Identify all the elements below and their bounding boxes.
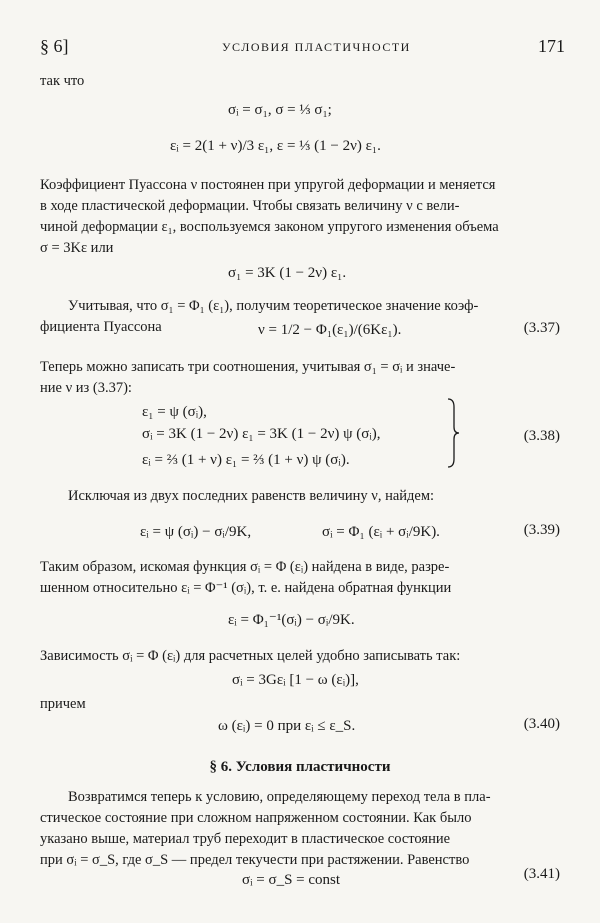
text-line: стическое состояние при сложном напряженном состоянии. Как было	[40, 810, 472, 826]
paragraph-theoretical	[40, 296, 560, 317]
text-line: чиной деформации ε₁, воспользуемся законом упругого изменения объема	[40, 219, 499, 235]
text-line: Зависимость σᵢ = Φ (εᵢ) для расчетных целей удобно записывать так:	[40, 648, 461, 664]
text-line: σ = 3Kε или	[40, 240, 114, 256]
equation-poisson-ratio: ν = 1/2 − Φ₁(ε₁)/(6Kε₁).	[258, 322, 402, 338]
text-line: Исключая из двух последних равенств величину ν, найдем:	[68, 488, 435, 504]
equation-number: (3.41)	[523, 866, 560, 882]
page-number: 171	[538, 36, 565, 56]
paragraph-poisson	[40, 175, 560, 259]
equation-epsilon-psi: εᵢ = ψ (σᵢ) − σᵢ/9K,	[140, 524, 252, 540]
page-header	[40, 36, 565, 60]
equation-sigma-i: σᵢ = σ₁, σ = ⅓ σ₁;	[228, 102, 332, 118]
text-line: при σᵢ = σ_S, где σ_S — предел текучести при растяжении. Равенство	[40, 852, 470, 868]
equation-system-line-1: ε₁ = ψ (σᵢ),	[142, 404, 207, 420]
equation-number: (3.37)	[523, 320, 560, 336]
text-line: фициента Пуассона	[40, 319, 162, 335]
paragraph-excluding	[40, 486, 560, 507]
equation-omega-zero: ω (εᵢ) = 0 при εᵢ ≤ ε_S.	[218, 718, 356, 734]
equation-system-line-3: εᵢ = ⅔ (1 + ν) ε₁ = ⅔ (1 + ν) ψ (σᵢ).	[142, 452, 350, 468]
text-line: Теперь можно записать три соотношения, учитывая σ₁ = σᵢ и значе-	[40, 359, 456, 375]
text-line: ние ν из (3.37):	[40, 380, 132, 396]
text-line: Коэффициент Пуассона ν постоянен при упругой деформации и меняется	[40, 177, 496, 193]
text-line: причем	[40, 696, 86, 712]
equation-yield: σᵢ = σ_S = const	[242, 872, 341, 888]
equation-inverse: εᵢ = Φ₁⁻¹(σᵢ) − σᵢ/9K.	[228, 612, 355, 628]
equation-number: (3.38)	[523, 428, 560, 444]
text-line: шенном относительно εᵢ = Φ⁻¹ (σᵢ), т. е. найдена обратная функции	[40, 580, 452, 596]
section-heading: § 6. Условия пластичности	[209, 759, 391, 775]
right-brace-icon	[446, 397, 460, 469]
equation-omega: σᵢ = 3Gεᵢ [1 − ω (εᵢ)],	[232, 672, 359, 688]
text-line: Возвратимся теперь к условию, определяющему переход тела в пла-	[68, 789, 491, 805]
equation-number: (3.40)	[523, 716, 560, 732]
equation-volume-law: σ₁ = 3K (1 − 2ν) ε₁.	[228, 265, 347, 281]
header-section: § 6]	[40, 36, 69, 56]
equation-number: (3.39)	[523, 522, 560, 538]
paragraph-function	[40, 557, 560, 599]
equation-sigma-phi: σᵢ = Φ₁ (εᵢ + σᵢ/9K).	[322, 524, 440, 540]
paragraph-relations	[40, 357, 560, 399]
paragraph-plasticity-cont	[40, 808, 560, 871]
equation-epsilon-i: εᵢ = 2(1 + ν)/3 ε₁, ε = ⅓ (1 − 2ν) ε₁.	[170, 138, 381, 154]
paragraph-plasticity	[40, 787, 560, 808]
header-title: УСЛОВИЯ ПЛАСТИЧНОСТИ	[222, 40, 411, 54]
text-line: Таким образом, искомая функция σᵢ = Φ (εᵢ) найдена в виде, разре-	[40, 559, 450, 575]
text-line: так что	[40, 73, 85, 89]
equation-system-line-2: σᵢ = 3K (1 − 2ν) ε₁ = 3K (1 − 2ν) ψ (σᵢ),	[142, 426, 381, 442]
paragraph-dependence	[40, 646, 560, 667]
text-line: в ходе пластической деформации. Чтобы связать величину ν с вели-	[40, 198, 460, 214]
text-line: указано выше, материал труб переходит в пластическое состояние	[40, 831, 451, 847]
text-line: Учитывая, что σ₁ = Φ₁ (ε₁), получим теоретическое значение коэф-	[68, 298, 479, 314]
